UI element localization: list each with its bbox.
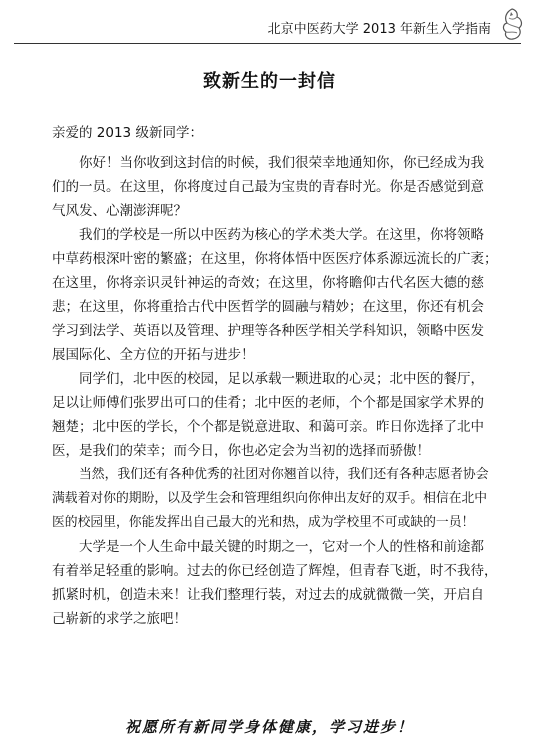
closing-wish: 祝愿所有新同学身体健康，学习进步！ — [124, 718, 414, 736]
text-line: 你好！当你收到这封信的时候，我们很荣幸地通知你，你已经成为我 — [79, 155, 484, 171]
text-line: 展国际化、全方位的开拓与进步！ — [52, 347, 255, 363]
text-line: 们的一员。在这里，你将度过自己最为宝贵的青春时光。你是否感觉到意 — [52, 179, 484, 195]
paragraph-3 — [52, 367, 494, 463]
university-emblem-icon — [497, 6, 527, 42]
text-line: 有着举足轻重的影响。过去的你已经创造了辉煌，但青春飞逝，时不我待， — [52, 563, 498, 579]
letter-title: 致新生的一封信 — [203, 71, 336, 92]
text-line: 学习到法学、英语以及管理、护理等各种医学相关学科知识，领略中医发 — [52, 323, 484, 339]
letter-body — [52, 151, 498, 631]
text-line: 中草药根深叶密的繁盛；在这里，你将体悟中医医疗体系源远流长的广袤； — [52, 251, 498, 267]
text-line: 抓紧时机，创造未来！让我们整理行装，对过去的成就微微一笑，开启自 — [52, 587, 484, 603]
paragraph-4 — [52, 463, 494, 535]
text-line: 满载着对你的期盼，以及学生会和管理组织向你伸出友好的双手。相信在北中 — [52, 491, 488, 506]
page-header — [0, 0, 539, 46]
text-line: 己崭新的求学之旅吧！ — [52, 611, 187, 627]
text-line: 当然，我们还有各种优秀的社团对你翘首以待，我们还有各种志愿者协会 — [79, 467, 489, 482]
header-divider — [14, 43, 521, 44]
text-line: 大学是一个人生命中最关键的时期之一，它对一个人的性格和前途都 — [79, 539, 484, 555]
text-line: 医，是我们的荣幸；而今日，你也必定会为当初的选择而骄傲！ — [52, 443, 430, 459]
paragraph-2 — [52, 223, 498, 367]
header-title: 北京中医药大学 2013 年新生入学指南 — [267, 22, 491, 37]
text-line: 气风发、心潮澎湃呢？ — [52, 203, 187, 219]
text-line: 医的校园里，你能发挥出自己最大的光和热，成为学校里不可或缺的一员！ — [52, 515, 475, 530]
paragraph-5 — [52, 535, 498, 631]
text-line: 同学们，北中医的校园，足以承载一颗进取的心灵；北中医的餐厅， — [79, 371, 484, 387]
text-line: 在这里，你将亲识灵针神运的奇效；在这里，你将瞻仰古代名医大德的慈 — [52, 275, 484, 291]
paragraph-1 — [52, 151, 494, 223]
text-line: 悲；在这里，你将重拾古代中医哲学的圆融与精妙；在这里，你还有机会 — [52, 299, 484, 315]
text-line: 翘楚；北中医的学长，个个都是锐意进取、和蔼可亲。昨日你选择了北中 — [52, 419, 484, 435]
salutation: 亲爱的 2013 级新同学： — [52, 125, 203, 141]
text-line: 足以让师傅们张罗出可口的佳肴；北中医的老师，个个都是国家学术界的 — [52, 395, 484, 411]
text-line: 我们的学校是一所以中医药为核心的学术类大学。在这里，你将领略 — [79, 227, 484, 243]
